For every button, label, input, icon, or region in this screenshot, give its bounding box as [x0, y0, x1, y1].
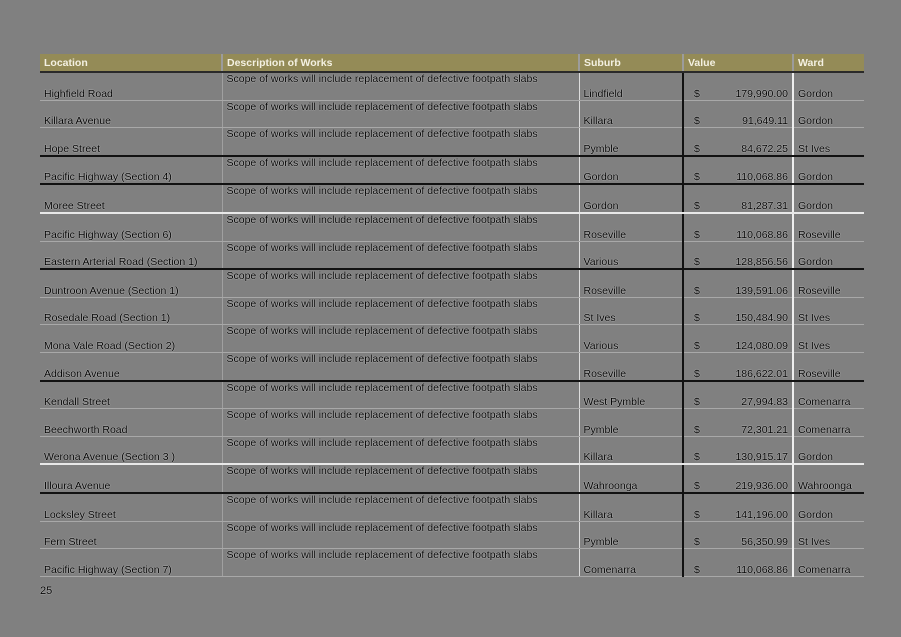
table-row [40, 100, 864, 128]
cell-value [683, 241, 793, 269]
cell-ward: St Ives [793, 297, 864, 325]
cell-value [683, 436, 793, 464]
table-row [40, 493, 864, 521]
cell-description: Scope of works will include replacement of defective footpath slabs [222, 72, 579, 100]
value-amount: 110,068.86 [736, 171, 788, 184]
currency-symbol: $ [694, 284, 700, 297]
cell-location: Moree Street [40, 184, 222, 213]
value-amount: 81,287.31 [741, 199, 788, 212]
currency-symbol: $ [694, 115, 700, 128]
cell-ward: Roseville [793, 269, 864, 297]
cell-location: Pacific Highway (Section 6) [40, 213, 222, 241]
cell-suburb: Various [579, 241, 683, 269]
cell-description: Scope of works will include replacement of defective footpath slabs [222, 128, 579, 156]
cell-value [683, 409, 793, 437]
currency-symbol: $ [694, 256, 700, 269]
value-amount: 110,068.86 [736, 228, 788, 241]
cell-description: Scope of works will include replacement of defective footpath slabs [222, 352, 579, 380]
cell-location: Pacific Highway (Section 4) [40, 156, 222, 185]
currency-symbol: $ [694, 479, 700, 492]
cell-ward: Comenarra [793, 549, 864, 577]
cell-ward: Comenarra [793, 381, 864, 409]
table-row [40, 549, 864, 577]
cell-location: Kendall Street [40, 381, 222, 409]
cell-ward: Gordon [793, 184, 864, 213]
value-amount: 186,622.01 [735, 367, 788, 380]
cell-ward: St Ives [793, 521, 864, 549]
cell-suburb: Pymble [579, 521, 683, 549]
table-row [40, 325, 864, 353]
cell-description: Scope of works will include replacement of defective footpath slabs [222, 549, 579, 577]
value-amount: 91,649.11 [742, 115, 788, 128]
value-amount: 72,301.21 [741, 423, 788, 436]
cell-ward: Roseville [793, 213, 864, 241]
cell-suburb: Lindfield [579, 72, 683, 100]
cell-value [683, 493, 793, 521]
cell-ward: Wahroonga [793, 464, 864, 493]
value-amount: 110,068.86 [736, 563, 788, 576]
cell-ward: Gordon [793, 156, 864, 185]
cell-description: Scope of works will include replacement of defective footpath slabs [222, 409, 579, 437]
cell-description: Scope of works will include replacement of defective footpath slabs [222, 213, 579, 241]
table-row [40, 269, 864, 297]
cell-description: Scope of works will include replacement of defective footpath slabs [222, 100, 579, 128]
cell-suburb: St Ives [579, 297, 683, 325]
header-location: Location [40, 54, 222, 72]
value-amount: 130,915.17 [735, 451, 788, 464]
currency-symbol: $ [694, 228, 700, 241]
cell-suburb: Gordon [579, 184, 683, 213]
cell-suburb: Roseville [579, 352, 683, 380]
cell-location: Fern Street [40, 521, 222, 549]
cell-ward: Roseville [793, 352, 864, 380]
value-amount: 179,990.00 [735, 87, 788, 100]
cell-suburb: Gordon [579, 156, 683, 185]
currency-symbol: $ [694, 508, 700, 521]
header-description: Description of Works [222, 54, 579, 72]
cell-suburb: Pymble [579, 128, 683, 156]
currency-symbol: $ [694, 396, 700, 409]
value-amount: 141,196.00 [735, 508, 788, 521]
cell-suburb: Roseville [579, 213, 683, 241]
table-row [40, 381, 864, 409]
cell-description: Scope of works will include replacement of defective footpath slabs [222, 436, 579, 464]
table-row [40, 72, 864, 100]
cell-suburb: Various [579, 325, 683, 353]
value-amount: 219,936.00 [735, 479, 788, 492]
currency-symbol: $ [694, 199, 700, 212]
cell-description: Scope of works will include replacement of defective footpath slabs [222, 184, 579, 213]
cell-suburb: Roseville [579, 269, 683, 297]
cell-value [683, 100, 793, 128]
cell-location: Mona Vale Road (Section 2) [40, 325, 222, 353]
cell-description: Scope of works will include replacement of defective footpath slabs [222, 381, 579, 409]
cell-location: Pacific Highway (Section 7) [40, 549, 222, 577]
value-amount: 84,672.25 [741, 142, 788, 155]
cell-value [683, 213, 793, 241]
cell-ward: Gordon [793, 493, 864, 521]
currency-symbol: $ [694, 451, 700, 464]
cell-suburb: Comenarra [579, 549, 683, 577]
table-row [40, 521, 864, 549]
cell-location: Locksley Street [40, 493, 222, 521]
cell-location: Eastern Arterial Road (Section 1) [40, 241, 222, 269]
cell-location: Rosedale Road (Section 1) [40, 297, 222, 325]
cell-ward: Comenarra [793, 409, 864, 437]
header-suburb: Suburb [579, 54, 683, 72]
cell-description: Scope of works will include replacement of defective footpath slabs [222, 325, 579, 353]
cell-ward: Gordon [793, 436, 864, 464]
cell-location: Illoura Avenue [40, 464, 222, 493]
value-amount: 56,350.99 [741, 536, 788, 549]
cell-location: Killara Avenue [40, 100, 222, 128]
table-row [40, 352, 864, 380]
cell-description: Scope of works will include replacement of defective footpath slabs [222, 493, 579, 521]
cell-location: Werona Avenue (Section 3 ) [40, 436, 222, 464]
cell-suburb: Killara [579, 100, 683, 128]
currency-symbol: $ [694, 536, 700, 549]
cell-ward: St Ives [793, 128, 864, 156]
cell-suburb: Killara [579, 436, 683, 464]
cell-ward: St Ives [793, 325, 864, 353]
cell-value [683, 521, 793, 549]
cell-value [683, 156, 793, 185]
cell-description: Scope of works will include replacement of defective footpath slabs [222, 521, 579, 549]
cell-value [683, 325, 793, 353]
table-row [40, 128, 864, 156]
page-number: 25 [40, 585, 53, 597]
currency-symbol: $ [694, 423, 700, 436]
currency-symbol: $ [694, 142, 700, 155]
value-amount: 27,994.83 [741, 396, 788, 409]
cell-ward: Gordon [793, 241, 864, 269]
table-row [40, 409, 864, 437]
document-page [40, 54, 864, 577]
header-ward: Ward [793, 54, 864, 72]
cell-location: Addison Avenue [40, 352, 222, 380]
cell-description: Scope of works will include replacement of defective footpath slabs [222, 464, 579, 493]
table-header-row [40, 54, 864, 72]
header-value: Value [683, 54, 793, 72]
cell-suburb: Killara [579, 493, 683, 521]
cell-value [683, 297, 793, 325]
currency-symbol: $ [694, 367, 700, 380]
cell-value [683, 549, 793, 577]
currency-symbol: $ [694, 87, 700, 100]
table-row [40, 436, 864, 464]
cell-suburb: Pymble [579, 409, 683, 437]
cell-description: Scope of works will include replacement of defective footpath slabs [222, 156, 579, 185]
cell-location: Beechworth Road [40, 409, 222, 437]
cell-value [683, 128, 793, 156]
value-amount: 139,591.06 [735, 284, 788, 297]
cell-value [683, 381, 793, 409]
currency-symbol: $ [694, 563, 700, 576]
table-row [40, 241, 864, 269]
table-row [40, 156, 864, 185]
currency-symbol: $ [694, 312, 700, 325]
cell-description: Scope of works will include replacement of defective footpath slabs [222, 269, 579, 297]
cell-value [683, 464, 793, 493]
cell-suburb: Wahroonga [579, 464, 683, 493]
table-row [40, 213, 864, 241]
cell-description: Scope of works will include replacement of defective footpath slabs [222, 297, 579, 325]
cell-ward: Gordon [793, 72, 864, 100]
table-row [40, 184, 864, 213]
cell-value [683, 269, 793, 297]
value-amount: 124,080.09 [735, 339, 788, 352]
table-row [40, 464, 864, 493]
cell-value [683, 72, 793, 100]
cell-ward: Gordon [793, 100, 864, 128]
cell-value [683, 352, 793, 380]
works-table [40, 54, 864, 577]
cell-value [683, 184, 793, 213]
value-amount: 150,484.90 [735, 312, 788, 325]
table-row [40, 297, 864, 325]
cell-description: Scope of works will include replacement of defective footpath slabs [222, 241, 579, 269]
currency-symbol: $ [694, 339, 700, 352]
cell-suburb: West Pymble [579, 381, 683, 409]
currency-symbol: $ [694, 171, 700, 184]
cell-location: Highfield Road [40, 72, 222, 100]
cell-location: Duntroon Avenue (Section 1) [40, 269, 222, 297]
cell-location: Hope Street [40, 128, 222, 156]
value-amount: 128,856.56 [735, 256, 788, 269]
